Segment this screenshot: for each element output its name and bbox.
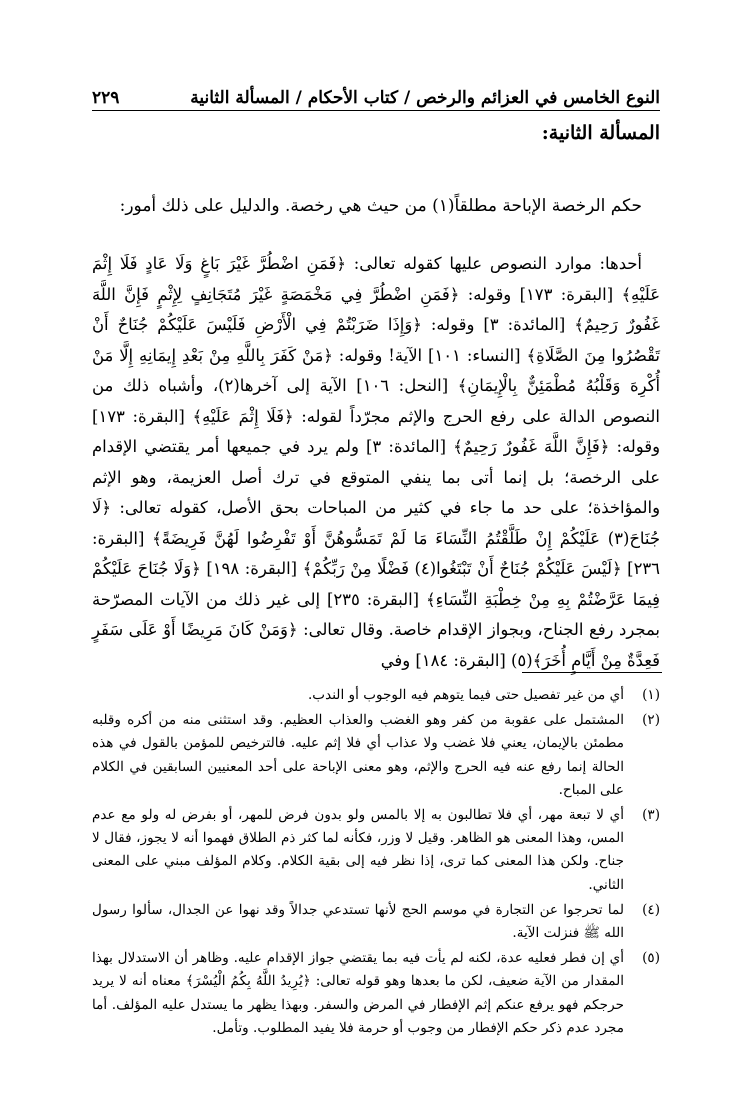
footnote-text: أي لا تبعة مهر، أي فلا تطالبون به إلا بالمس ولو بدون فرض للمهر، أو بفرض له ولو مع عدم المس، وهذا المعنى هو الظاهر. وقيل لا وزر، فكأنه لما كثر ذم الطلاق فهموا أنه لا يجوز، فقال لا جناح. ولكن هذا المعنى كما ترى، إذا نظر فيه إلى بقية الكلام. وكلام المؤلف مبني على المعنى الثاني. [92,807,624,893]
footnote-5 [92,947,660,1040]
footnote-text: لما تحرجوا عن التجارة في موسم الحج لأنها تستدعي جدالاً وقد نهوا عن الجدال، سألوا رسول الله ﷺ فنزلت الآية. [92,901,624,942]
footnote-3 [92,804,660,897]
section-title: المسألة الثانية: [541,122,660,144]
footnote-text: أي إن فطر فعليه عدة، لكنه لم يأت فيه بما يقتضي جواز الإقدام عليه. وظاهر أن الاستدلال بهذا المقدار من الآية ضعيف، لكن ما بعدها وهو قوله تعالى: ﴿يُرِيدُ اللَّهُ بِكُمُ الْيُسْرَ﴾ معناه أنه لا يريد حرجكم فهو يرفع عنكم إثم الإفطار في المرض والسفر. وبهذا يظهر ما يستدل عليه المؤلف. أما مجرد عدم ذكر حكم الإفطار من وجوب أو حرمة فلا يفيد المطلوب. وتأمل. [92,950,624,1036]
running-header [92,80,660,111]
footnotes-section [92,684,660,1042]
footnote-number: (٢) [642,712,660,729]
footnote-4 [92,899,660,945]
footnote-separator [522,672,662,673]
footnote-number: (٣) [642,807,660,824]
footnote-2 [92,709,660,802]
footnote-text: المشتمل على عقوبة من كفر وهو الغضب والعذاب العظيم. وقد استثنى منه من أكره وقلبه مطمئن بالإيمان، يعني فلا غضب ولا عذاب أي فلا إثم عليه. فالترخيص للمؤمن بالقول في هذه الحالة إنما رفع عنه فيه الحرج والإثم، وهو معنى الإباحة على أحد المعنيين السابقين في الكلام على المباح. [92,712,624,798]
footnote-1 [92,684,660,707]
body-paragraph: أحدها: موارد النصوص عليها كقوله تعالى: ﴿فَمَنِ اضْطُرَّ غَيْرَ بَاغٍ وَلَا عَادٍ فَلَا إِثْمَ عَلَيْهِ﴾ [البقرة: ١٧٣] وقوله: ﴿فَمَنِ اضْطُرَّ فِي مَخْمَصَةٍ غَيْرَ مُتَجَانِفٍ لِإِثْمٍ فَإِنَّ اللَّهَ غَفُورٌ رَحِيمٌ﴾ [المائدة: ٣] وقوله: ﴿وَإِذَا ضَرَبْتُمْ فِي الْأَرْضِ فَلَيْسَ عَلَيْكُمْ جُنَاحٌ أَنْ تَقْصُرُوا مِنَ الصَّلَاةِ﴾ [النساء: ١٠١] الآية! وقوله: ﴿مَنْ كَفَرَ بِاللَّهِ مِنْ بَعْدِ إِيمَانِهِ إِلَّا مَنْ أُكْرِهَ وَقَلْبُهُ مُطْمَئِنٌّ بِالْإِيمَانِ﴾ [النحل: ١٠٦] الآية إلى آخرها(٢)، وأشباه ذلك من النصوص الدالة على رفع الحرج والإثم مجرّداً لقوله: ﴿فَلَا إِثْمَ عَلَيْهِ﴾ [البقرة: ١٧٣] وقوله: ﴿فَإِنَّ اللَّهَ غَفُورٌ رَحِيمٌ﴾ [المائدة: ٣] ولم يرد في جميعها أمر يقتضي الإقدام على الرخصة؛ بل إنما أتى بما ينفي المتوقع في ترك أصل العزيمة، وهو الإثم والمؤاخذة؛ على حد ما جاء في كثير من المباحات بحق الأصل، كقوله تعالى: ﴿لَا جُنَاحَ(٣) عَلَيْكُمْ إِنْ طَلَّقْتُمُ النِّسَاءَ مَا لَمْ تَمَسُّوهُنَّ أَوْ تَفْرِضُوا لَهُنَّ فَرِيضَةً﴾ [البقرة: ٢٣٦] ﴿لَيْسَ عَلَيْكُمْ جُنَاحٌ أَنْ تَبْتَغُوا(٤) فَضْلًا مِنْ رَبِّكُمْ﴾ [البقرة: ١٩٨] ﴿وَلَا جُنَاحَ عَلَيْكُمْ فِيمَا عَرَّضْتُمْ بِهِ مِنْ خِطْبَةِ النِّسَاءِ﴾ [البقرة: ٢٣٥] إلى غير ذلك من الآيات المصرّحة بمجرد رفع الجناح، وبجواز الإقدام خاصة. وقال تعالى: ﴿وَمَنْ كَانَ مَرِيضًا أَوْ عَلَى سَفَرٍ فَعِدَّةٌ مِنْ أَيَّامٍ أُخَرَ﴾(٥) [البقرة: ١٨٤] وفي [92,254,660,670]
footnote-number: (٤) [642,901,660,918]
footnote-number: (٥) [642,950,660,967]
intro-paragraph: حكم الرخصة الإباحة مطلقاً(١) من حيث هي رخصة. والدليل على ذلك أمور: [119,196,642,216]
footnote-number: (١) [642,687,660,703]
running-title: النوع الخامس في العزائم والرخص / كتاب الأحكام / المسألة الثانية [190,88,660,108]
page-number: ٢٢٩ [92,88,120,108]
footnote-text: أي من غير تفصيل حتى فيما يتوهم فيه الوجوب أو الندب. [307,687,624,703]
